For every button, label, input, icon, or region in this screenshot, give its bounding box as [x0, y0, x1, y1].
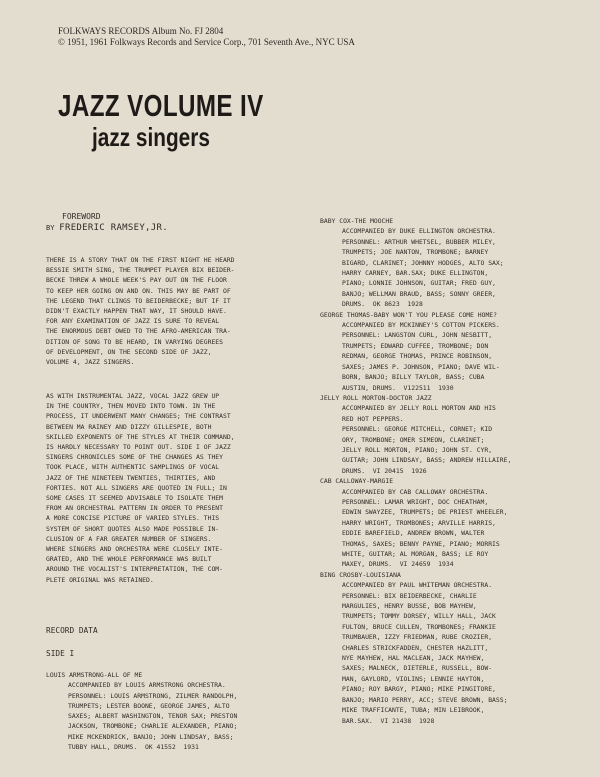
track-detail-line: ACCOMPANIED BY CAB CALLOWAY ORCHESTRA. — [342, 487, 489, 496]
track-detail-line: TRUMBAUER, IZZY FRIEDMAN, RUBE CROZIER, — [342, 633, 493, 642]
track-entry — [320, 216, 582, 310]
text-line: IS HARDLY NECESSARY TO POINT OUT. SIDE I OF JAZZ — [46, 443, 231, 452]
text-line: BESSIE SMITH SING, THE TRUMPET PLAYER BIX BEIDER- — [46, 266, 235, 275]
track-detail-line: CHARLES STRICKFADDEN, CHESTER HAZLITT, — [342, 643, 489, 652]
track-detail-line: HARRY CARNEY, BAR.SAX; DUKE ELLINGTON, — [342, 269, 489, 278]
track-detail-line: BANJO; WELLMAN BRAUD, BASS; SONNY GREER, — [342, 289, 496, 298]
text-line: THERE IS A STORY THAT ON THE FIRST NIGHT HE HEARD — [46, 256, 235, 264]
text-line: JAZZ OF THE NINETEEN TWENTIES, THIRTIES, AND — [46, 473, 216, 482]
track-entry — [46, 670, 316, 752]
track-detail-line: ACCOMPANIED BY LOUIS ARMSTRONG ORCHESTRA. — [68, 681, 226, 690]
track-detail-line: WHITE, GUITAR; AL MORGAN, BASS; LE ROY — [342, 550, 489, 558]
track-detail-line: REDMAN, GEORGE THOMAS, PRINCE ROBINSON, — [342, 352, 493, 361]
track-detail-line: FULTON, BRUCE CULLEN, TROMBONES; FRANKIE — [342, 622, 496, 631]
track-detail-line: PERSONNEL: LANGSTON CURL, JOHN NESBITT, — [342, 331, 493, 340]
text-line: SOME CASES IT SEEMED ADVISABLE TO ISOLATE THEM — [46, 494, 223, 503]
album-number-line: FOLKWAYS RECORDS Album No. FJ 2804 — [58, 26, 224, 36]
byline-author: FREDERIC RAMSEY,JR. — [59, 223, 168, 233]
text-line: FOR ANY EXAMINATION OF JAZZ IS SURE TO REVEAL — [46, 317, 220, 326]
track-title: BABY COX-THE MOOCHE — [320, 217, 394, 225]
track-detail-line: BANJO; MARIO PERRY, ACC; STEVE BROWN, BASS; — [342, 695, 508, 704]
text-line: SYSTEM OF SHORT QUOTES ALSO MADE POSSIBLE IN- — [46, 524, 220, 533]
track-detail-line: MARGULIES, HENRY BUSSE, BOB MAYHEW, — [342, 602, 477, 611]
track-detail-line: TRUMPETS; JOE NANTON, TROMBONE; BARNEY — [342, 248, 489, 257]
track-detail-line: TRUMPETS; LESTER BOONE, GEORGE JAMES, ALTO — [68, 701, 230, 710]
text-line: AS WITH INSTRUMENTAL JAZZ, VOCAL JAZZ GREW UP — [46, 392, 220, 400]
text-line: FORTIES. NOT ALL SINGERS ARE QUOTED IN FULL; IN — [46, 483, 227, 492]
track-entry — [320, 476, 582, 570]
track-detail-line: ACCOMPANIED BY PAUL WHITEMAN ORCHESTRA. — [342, 581, 493, 590]
track-detail-line: PERSONNEL: GEORGE MITCHELL, CORNET; KID — [342, 425, 493, 434]
foreword-paragraph-1 — [46, 255, 311, 367]
foreword-paragraph-2 — [46, 391, 311, 585]
track-detail-line: PERSONNEL: BIX BEIDERBECKE, CHARLIE — [342, 591, 477, 600]
record-data-heading: RECORD DATA — [46, 626, 98, 635]
text-line: THE ENORMOUS DEBT OWED TO THE AFRO-AMERICAN TRA- — [46, 327, 231, 336]
track-detail-line: ORY, TROMBONE; OMER SIMEON, CLARINET; — [342, 435, 485, 444]
text-line: PLETE ORIGINAL WAS RETAINED. — [46, 575, 154, 584]
track-detail-line: JELLY ROLL MORTON, PIANO; JOHN ST. CYR, — [342, 445, 493, 454]
text-line: TOOK PLACE, WITH AUTHENTIC SAMPLINGS OF VOCAL — [46, 463, 220, 472]
text-line: PROCESS, IT UNDERWENT MANY CHANGES; THE CONTRAST — [46, 412, 231, 421]
text-line: BETWEEN MA RAINEY AND DIZZY GILLESPIE, BOTH — [46, 422, 212, 431]
track-detail-line: MAXEY, DRUMS. VI 24659 1934 — [342, 560, 454, 569]
track-detail-line: THOMAS, SAXES; BENNY PAYNE, PIANO; MORRIS — [342, 539, 500, 548]
track-detail-line: EDWIN SWAYZEE, TRUMPETS; DE PRIEST WHEELER, — [342, 508, 508, 517]
track-detail-line: HARRY WRIGHT, TROMBONES; ARVILLE HARRIS, — [342, 518, 496, 527]
track-detail-line: RED HOT PEPPERS. — [342, 414, 404, 423]
track-detail-line: ACCOMPANIED BY JELLY ROLL MORTON AND HIS — [342, 404, 496, 413]
track-detail-line: EDDIE BAREFIELD, ANDREW BROWN, WALTER — [342, 529, 485, 538]
track-title: LOUIS ARMSTRONG-ALL OF ME — [46, 671, 143, 679]
album-header — [58, 26, 578, 48]
track-detail-line: BAR.SAX. VI 21438 1928 — [342, 716, 435, 725]
track-detail-line: GUITAR; JOHN LINDSAY, BASS; ANDREW HILLAIRE, — [342, 456, 512, 465]
track-detail-line: PERSONNEL: ARTHUR WHETSEL, BUBBER MILEY, — [342, 237, 496, 246]
text-line: FROM AN ORCHESTRAL PATTERN IN ORDER TO PRESENT — [46, 504, 223, 513]
track-detail-line: DRUMS. OK 8623 1928 — [342, 300, 423, 309]
text-line: WHERE SINGERS AND ORCHESTRA WERE CLOSELY INTE- — [46, 545, 223, 554]
track-detail-line: MIKE MCKENDRICK, BANJO; JOHN LINDSAY, BASS; — [68, 732, 234, 741]
track-detail-line: MIKE TRAFFICANTE, TUBA; MIN LEIBROOK, — [342, 706, 485, 715]
text-line: VOLUME 4, JAZZ SINGERS. — [46, 358, 135, 367]
track-detail-line: TRUMPETS; TOMMY DORSEY, WILLY HALL, JACK — [342, 612, 496, 621]
track-detail-line: PIANO; LONNIE JOHNSON, GUITAR; FRED GUY, — [342, 279, 496, 288]
track-title: GEORGE THOMAS-BABY WON'T YOU PLEASE COME HOME? — [320, 310, 497, 319]
track-detail-line: NYE MAYHEW, HAL MACLEAN, JACK MAYHEW, — [342, 654, 485, 663]
text-line: SKILLED EXPONENTS OF THE STYLES AT THEIR COMMAND, — [46, 432, 235, 441]
track-detail-line: DRUMS. VI 20415 1926 — [342, 466, 427, 475]
text-line: A MORE CONCISE PICTURE OF VARIED STYLES. THIS — [46, 514, 220, 523]
track-detail-line: SAXES; ALBERT WASHINGTON, TENOR SAX; PRESTON — [68, 712, 238, 721]
track-detail-line: ACCOMPANIED BY MCKINNEY'S COTTON PICKERS. — [342, 321, 500, 330]
track-detail-line: BIGARD, CLARINET; JOHNNY HODGES, ALTO SAX; — [342, 258, 504, 267]
text-line: THE LEGEND THAT CLINGS TO BEIDERBECKE; BUT IF IT — [46, 296, 231, 305]
byline-by: BY — [46, 224, 55, 232]
track-detail-line: TUBBY HALL, DRUMS. OK 41552 1931 — [68, 743, 199, 752]
track-entry — [320, 310, 582, 393]
track-detail-line: SAXES; JAMES P. JOHNSON, PIANO; DAVE WIL- — [342, 362, 500, 371]
byline — [46, 223, 168, 233]
track-detail-line: PERSONNEL: LAMAR WRIGHT, DOC CHEATHAM, — [342, 497, 489, 506]
track-detail-line: PERSONNEL: LOUIS ARMSTRONG, ZILMER RANDOLPH, — [68, 691, 238, 700]
text-line: IN THE COUNTRY, THEN MOVED INTO TOWN. IN THE — [46, 402, 216, 411]
track-detail-line: ACCOMPANIED BY DUKE ELLINGTON ORCHESTRA. — [342, 227, 496, 236]
track-title: CAB CALLOWAY-MARGIE — [320, 477, 394, 486]
copyright-line: © 1951, 1961 Folkways Records and Service Corp., 701 Seventh Ave., NYC USA — [58, 37, 355, 47]
track-detail-line: SAXES; MALNECK, DIETERLE, RUSSELL, BOW- — [342, 664, 493, 673]
text-line: DITION OF SONG TO BE HEARD, IN VARYING DEGREES — [46, 337, 223, 346]
track-detail-line: TRUMPETS; EDWARD CUFFEE, TROMBONE; DON — [342, 341, 489, 350]
track-detail-line: AUSTIN, DRUMS. V122511 1930 — [342, 383, 454, 392]
track-detail-line: BORN, BANJO; BILLY TAYLOR, BASS; CUBA — [342, 373, 485, 382]
foreword-label: FOREWORD — [62, 212, 101, 221]
track-entry — [320, 393, 582, 476]
text-line: TO KEEP HER GOING ON AND ON. THIS MAY BE PART OF — [46, 286, 231, 295]
track-detail-line: PIANO; ROY BARGY, PIANO; MIKE PINGITORE, — [342, 685, 496, 694]
side-heading: SIDE I — [46, 649, 75, 658]
text-line: DIDN'T EXACTLY HAPPEN THAT WAY, IT SHOULD HAVE. — [46, 307, 227, 316]
text-line: OF DEVELOPMENT, ON THE SECOND SIDE OF JAZZ, — [46, 347, 212, 356]
track-title: JELLY ROLL MORTON-DOCTOR JAZZ — [320, 393, 432, 402]
album-title: JAZZ VOLUME IV — [58, 88, 264, 123]
text-line: AROUND THE VOCALIST'S INTERPRETATION, THE COM- — [46, 565, 223, 574]
track-detail-line: MAN, GAYLORD, VIOLINS; LENNIE HAYTON, — [342, 674, 485, 683]
text-line: BECKE THREW A WHOLE WEEK'S PAY OUT ON THE FLOOR — [46, 276, 227, 285]
album-subtitle: jazz singers — [92, 122, 210, 152]
text-line: CLUSION OF A FAR GREATER NUMBER OF SINGERS. — [46, 534, 212, 543]
text-line: SINGERS CHRONICLES SOME OF THE CHANGES AS THEY — [46, 453, 223, 462]
track-list-column — [320, 216, 582, 726]
track-entry — [320, 570, 582, 726]
track-title: BING CROSBY-LOUISIANA — [320, 570, 401, 579]
text-line: GRATED, AND THE WHOLE PERFORMANCE WAS BUILT — [46, 555, 212, 564]
track-detail-line: JACKSON, TROMBONE; CHARLIE ALEXANDER, PIANO; — [68, 722, 238, 731]
